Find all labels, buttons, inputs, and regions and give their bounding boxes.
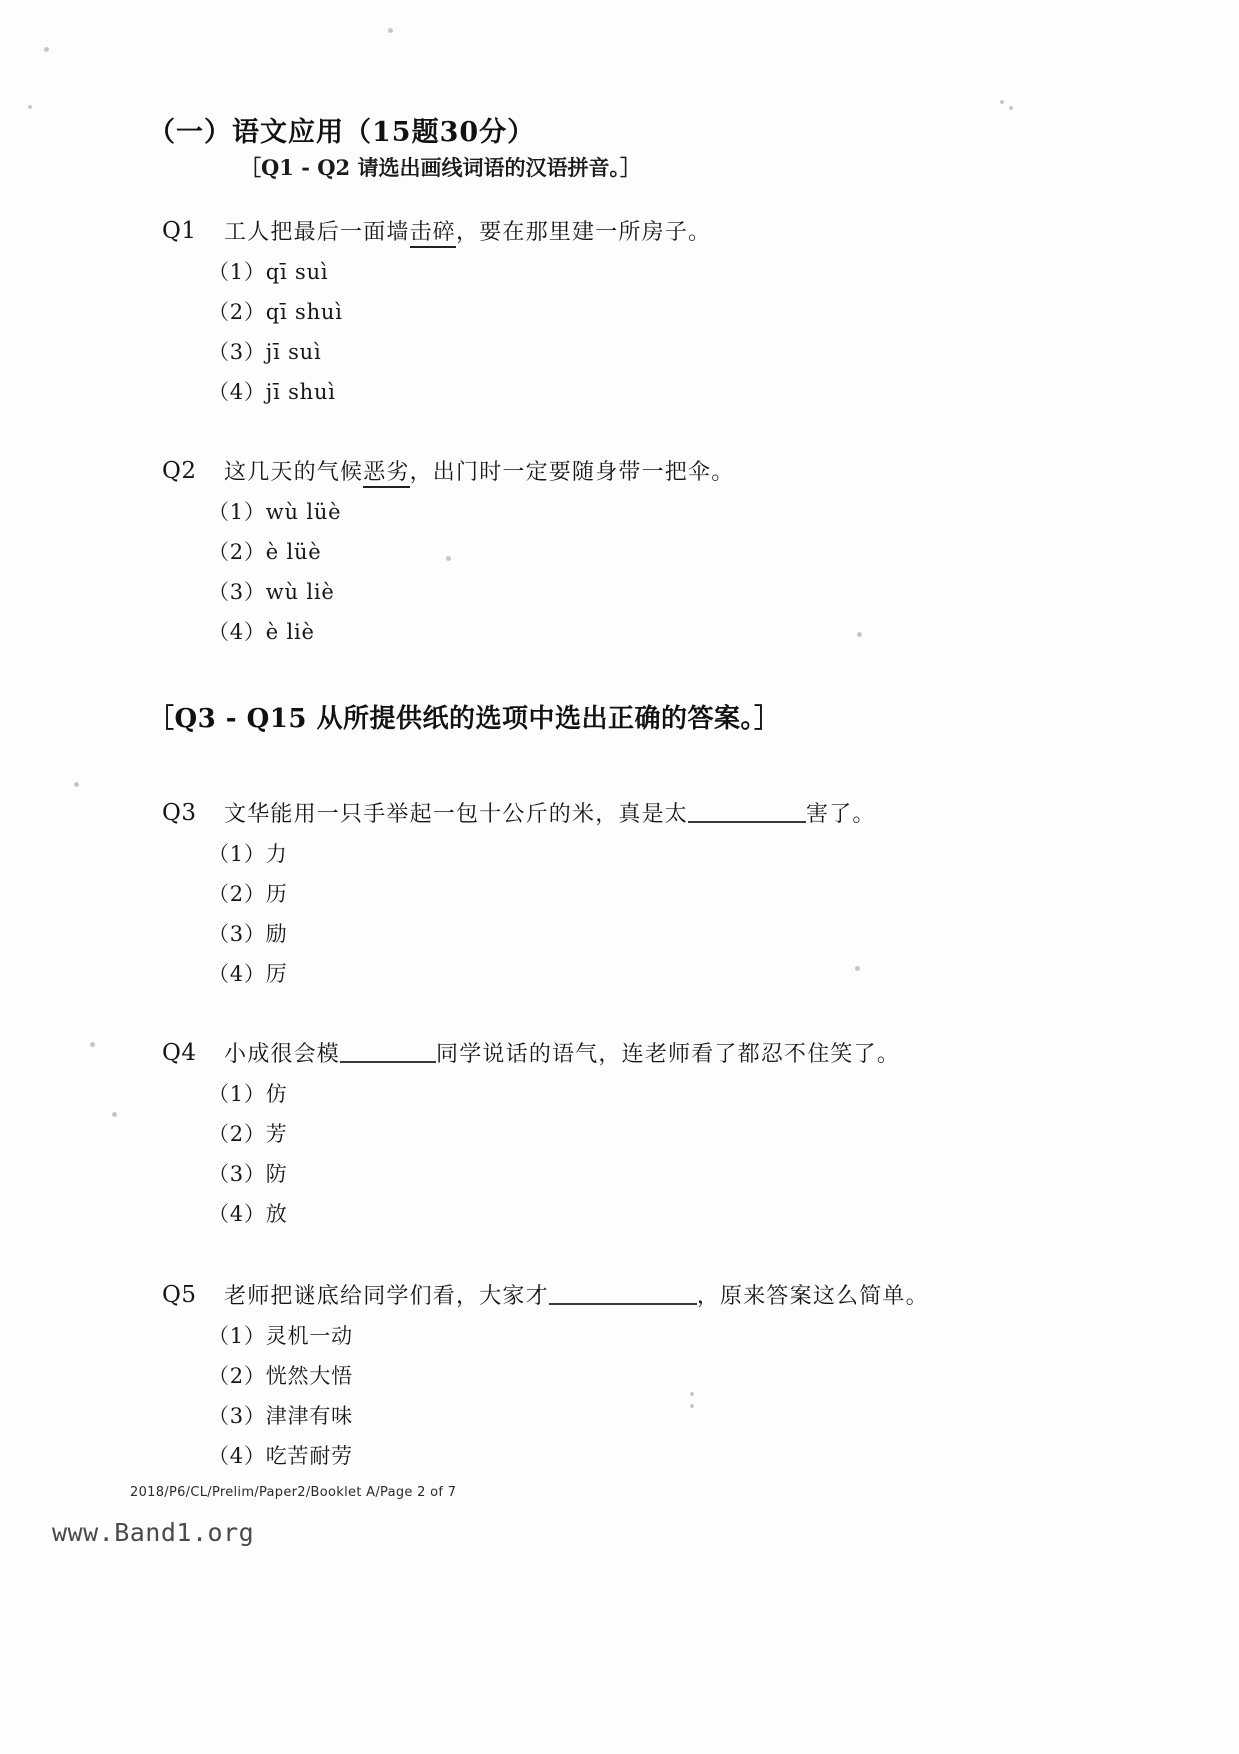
watermark: www.Band1.org — [52, 1518, 255, 1547]
option-item[interactable]: （2）芳 — [208, 1121, 288, 1146]
question-q4 — [0, 1040, 1100, 1238]
question-stem — [224, 1040, 900, 1070]
stem-post: ，出门时一定要随身带一把伞。 — [409, 460, 735, 485]
option-item[interactable]: （4）吃苦耐劳 — [208, 1443, 353, 1468]
option-item[interactable]: （4）厉 — [208, 961, 288, 986]
stem-underlined: 恶劣 — [363, 460, 409, 488]
option-list — [0, 1078, 1100, 1228]
option-item[interactable]: （1）灵机一动 — [208, 1323, 353, 1348]
option-item[interactable]: （3）津津有味 — [208, 1403, 353, 1428]
scan-speck — [74, 782, 79, 787]
question-stem — [224, 458, 734, 488]
scan-speck — [28, 105, 32, 109]
scan-speck — [1009, 106, 1013, 110]
answer-blank — [549, 1285, 697, 1305]
option-list — [0, 256, 1100, 406]
scan-speck — [388, 28, 393, 33]
option-item[interactable]: （4）è liè — [208, 619, 315, 644]
stem-post: 同学说话的语气，连老师看了都忍不住笑了。 — [436, 1042, 901, 1067]
scan-speck — [1000, 100, 1004, 104]
option-list — [0, 1320, 1100, 1470]
stem-post: ，要在那里建一所房子。 — [456, 220, 712, 245]
option-item[interactable]: （2）qī shuì — [208, 299, 343, 324]
question-stem-row — [0, 218, 1100, 248]
option-item[interactable]: （3）wù liè — [208, 579, 335, 604]
option-item[interactable]: （4）放 — [208, 1201, 288, 1226]
stem-pre: 这几天的气候 — [224, 460, 364, 485]
question-stem — [224, 218, 711, 248]
option-item[interactable]: （3）防 — [208, 1161, 288, 1186]
question-number: Q4 — [162, 1040, 197, 1066]
option-item[interactable]: （2）恍然大悟 — [208, 1363, 353, 1388]
instruction-q1-q2: ［Q1 - Q2 请选出画线词语的汉语拼音。］ — [240, 155, 641, 180]
question-q5 — [0, 1282, 1100, 1480]
stem-pre: 工人把最后一面墙 — [224, 220, 410, 245]
question-stem-row — [0, 458, 1100, 488]
option-item[interactable]: （1）力 — [208, 841, 288, 866]
answer-blank — [688, 803, 806, 823]
option-item[interactable]: （3）jī suì — [208, 339, 322, 364]
question-stem-row — [0, 1040, 1100, 1070]
stem-post: ，原来答案这么简单。 — [696, 1284, 929, 1309]
question-number: Q2 — [162, 458, 197, 484]
option-item[interactable]: （1）仿 — [208, 1081, 288, 1106]
scan-speck — [44, 47, 49, 52]
stem-pre: 老师把谜底给同学们看，大家才 — [224, 1284, 549, 1309]
question-q3 — [0, 800, 1100, 998]
option-item[interactable]: （1）qī suì — [208, 259, 329, 284]
option-item[interactable]: （2）è lüè — [208, 539, 322, 564]
question-q1 — [0, 218, 1100, 416]
option-list — [0, 496, 1100, 646]
instruction-q3-q15: ［Q3 - Q15 从所提供纸的选项中选出正确的答案。］ — [148, 704, 781, 734]
option-item[interactable]: （4）jī shuì — [208, 379, 336, 404]
stem-pre: 文华能用一只手举起一包十公斤的米，真是太 — [224, 802, 689, 827]
question-stem — [224, 1282, 929, 1312]
option-item[interactable]: （3）励 — [208, 921, 288, 946]
option-item[interactable]: （1）wù lüè — [208, 499, 342, 524]
footer-page-code: 2018/P6/CL/Prelim/Paper2/Booklet A/Page 2 of 7 — [130, 1485, 457, 1500]
question-q2 — [0, 458, 1100, 656]
option-list — [0, 838, 1100, 988]
question-number: Q3 — [162, 800, 197, 826]
stem-post: 害了。 — [806, 802, 876, 827]
option-item[interactable]: （2）历 — [208, 881, 288, 906]
answer-blank — [340, 1043, 436, 1063]
stem-underlined: 击碎 — [410, 220, 456, 248]
question-stem-row — [0, 800, 1100, 830]
stem-pre: 小成很会模 — [224, 1042, 341, 1067]
question-number: Q1 — [162, 218, 197, 244]
question-stem-row — [0, 1282, 1100, 1312]
question-stem — [224, 800, 876, 830]
section-title: （一）语文应用（15题30分） — [148, 117, 536, 148]
question-number: Q5 — [162, 1282, 197, 1308]
